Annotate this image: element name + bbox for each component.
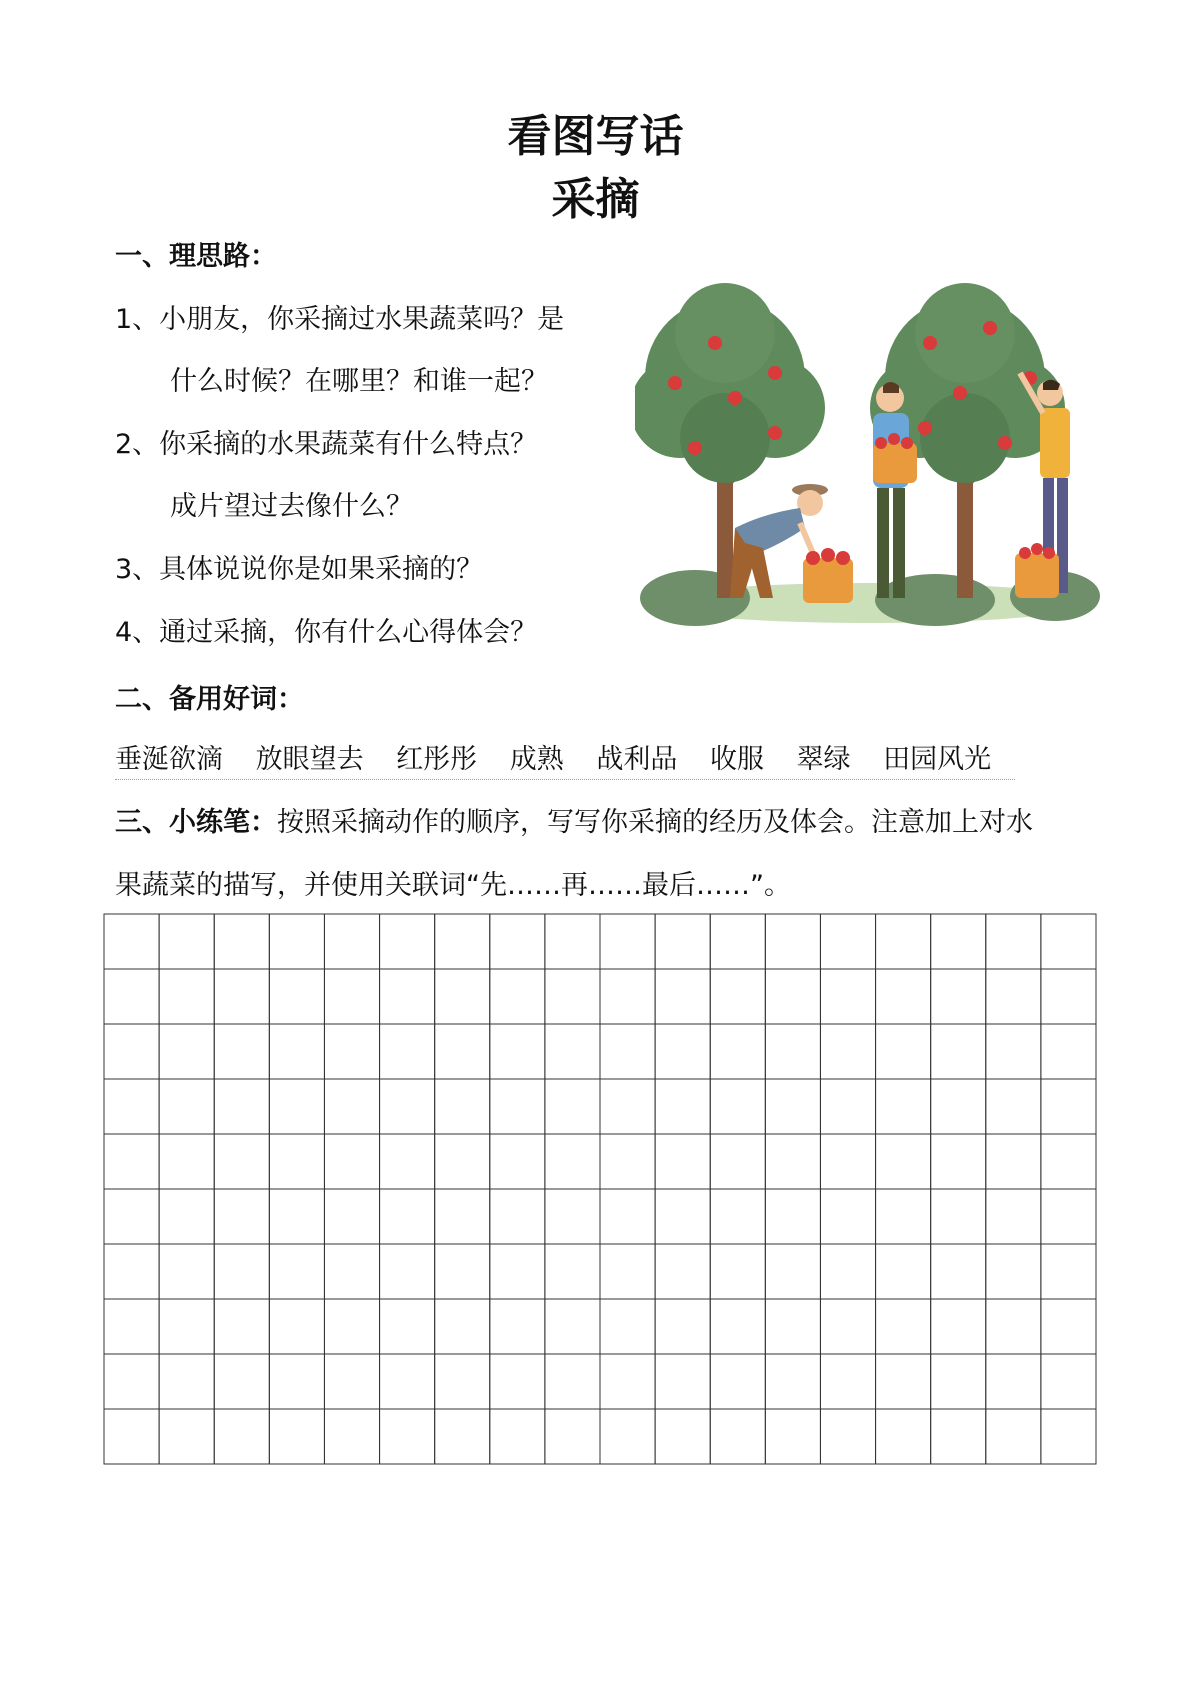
- question-1-line1: 1、小朋友，你采摘过水果蔬菜吗？是: [115, 304, 565, 335]
- grid-cell[interactable]: [655, 1024, 710, 1079]
- grid-cell[interactable]: [380, 1134, 435, 1189]
- grid-cell[interactable]: [600, 1299, 655, 1354]
- grid-cell[interactable]: [600, 1189, 655, 1244]
- grid-cell[interactable]: [435, 1354, 490, 1409]
- grid-cell[interactable]: [765, 1409, 820, 1464]
- grid-cell[interactable]: [159, 914, 214, 969]
- grid-cell[interactable]: [765, 1189, 820, 1244]
- grid-cell[interactable]: [710, 1134, 765, 1189]
- grid-cell[interactable]: [159, 1024, 214, 1079]
- grid-cell[interactable]: [490, 1409, 545, 1464]
- basket-1: [803, 548, 853, 603]
- grid-cell[interactable]: [1041, 969, 1096, 1024]
- grid-cell[interactable]: [1041, 1354, 1096, 1409]
- grid-cell[interactable]: [1041, 1134, 1096, 1189]
- grid-cell[interactable]: [214, 1299, 269, 1354]
- grid-cell[interactable]: [876, 1189, 931, 1244]
- section1-heading: 一、理思路：: [115, 241, 277, 272]
- grid-cell[interactable]: [159, 1134, 214, 1189]
- worksheet-subtitle: 采摘: [551, 174, 640, 225]
- grid-cell[interactable]: [324, 1354, 379, 1409]
- grid-cell[interactable]: [710, 914, 765, 969]
- grid-cell[interactable]: [765, 1079, 820, 1134]
- grid-cell[interactable]: [380, 1354, 435, 1409]
- grid-cell[interactable]: [1041, 1409, 1096, 1464]
- grid-cell[interactable]: [765, 1134, 820, 1189]
- grid-cell[interactable]: [104, 1134, 159, 1189]
- grid-cell[interactable]: [820, 1244, 875, 1299]
- grid-cell[interactable]: [765, 914, 820, 969]
- grid-cell[interactable]: [435, 1079, 490, 1134]
- grid-cell[interactable]: [490, 969, 545, 1024]
- grid-cell[interactable]: [324, 1189, 379, 1244]
- grid-cell[interactable]: [490, 1244, 545, 1299]
- grid-cell[interactable]: [269, 1134, 324, 1189]
- grid-cell[interactable]: [765, 1354, 820, 1409]
- grid-cell[interactable]: [214, 1134, 269, 1189]
- grid-cell[interactable]: [1041, 1244, 1096, 1299]
- grid-cell[interactable]: [765, 1244, 820, 1299]
- writing-grid[interactable]: [103, 913, 1097, 1465]
- grid-cell[interactable]: [490, 1189, 545, 1244]
- grid-cell[interactable]: [765, 1299, 820, 1354]
- left-tree-canopy: [635, 283, 825, 483]
- section2-heading: 二、备用好词：: [115, 684, 304, 715]
- grid-cell[interactable]: [159, 1409, 214, 1464]
- word-bank: [115, 746, 1015, 780]
- grid-cell[interactable]: [214, 1189, 269, 1244]
- grid-cell[interactable]: [655, 1409, 710, 1464]
- grid-cell[interactable]: [435, 1134, 490, 1189]
- grid-cell[interactable]: [876, 1299, 931, 1354]
- grid-cell[interactable]: [380, 1299, 435, 1354]
- grid-cell[interactable]: [104, 1189, 159, 1244]
- word-4: 成熟: [509, 744, 564, 775]
- grid-cell[interactable]: [655, 1079, 710, 1134]
- grid-cell[interactable]: [435, 1189, 490, 1244]
- grid-cell[interactable]: [104, 1409, 159, 1464]
- basket-3: [1015, 543, 1059, 598]
- grid-cell[interactable]: [380, 1409, 435, 1464]
- grid-cell[interactable]: [104, 1024, 159, 1079]
- grid-cell[interactable]: [214, 914, 269, 969]
- grid-cell[interactable]: [214, 1079, 269, 1134]
- grid-cell[interactable]: [986, 1409, 1041, 1464]
- grid-cell[interactable]: [324, 1244, 379, 1299]
- grid-cell[interactable]: [931, 1244, 986, 1299]
- question-4: 4、通过采摘，你有什么心得体会？: [115, 617, 538, 648]
- grid-cell[interactable]: [269, 1189, 324, 1244]
- grid-cell[interactable]: [1041, 1079, 1096, 1134]
- grid-cell[interactable]: [1041, 1299, 1096, 1354]
- grid-cell[interactable]: [435, 914, 490, 969]
- grid-cell[interactable]: [545, 1189, 600, 1244]
- grid-cell[interactable]: [655, 1354, 710, 1409]
- grid-cell[interactable]: [710, 1244, 765, 1299]
- grid-cell[interactable]: [655, 1189, 710, 1244]
- question-1-line2: 什么时候？在哪里？和谁一起？: [170, 366, 548, 397]
- word-5: 战利品: [596, 744, 678, 775]
- grid-cell[interactable]: [710, 1354, 765, 1409]
- grid-cell[interactable]: [214, 1354, 269, 1409]
- grid-cell[interactable]: [380, 1244, 435, 1299]
- section3-text-2: 果蔬菜的描写，并使用关联词“先……再……最后……”。: [115, 870, 791, 901]
- grid-cell[interactable]: [269, 914, 324, 969]
- grid-cell[interactable]: [931, 1079, 986, 1134]
- grid-cell[interactable]: [710, 1024, 765, 1079]
- grid-cell[interactable]: [600, 1024, 655, 1079]
- grid-cell[interactable]: [600, 1134, 655, 1189]
- grid-cell[interactable]: [490, 1079, 545, 1134]
- grid-cell[interactable]: [986, 1134, 1041, 1189]
- grid-cell[interactable]: [820, 1024, 875, 1079]
- section3-line1: [115, 809, 1033, 836]
- grid-cell[interactable]: [545, 914, 600, 969]
- word-8: 田园风光: [883, 744, 992, 775]
- grid-cell[interactable]: [269, 1079, 324, 1134]
- worksheet-title: 看图写话: [507, 111, 684, 162]
- grid-cell[interactable]: [104, 914, 159, 969]
- grid-cell[interactable]: [655, 1244, 710, 1299]
- apple-picking-illustration: [635, 258, 1105, 658]
- grid-cell[interactable]: [104, 1299, 159, 1354]
- grid-cell[interactable]: [820, 969, 875, 1024]
- grid-cell[interactable]: [655, 1299, 710, 1354]
- question-2-line1: 2、你采摘的水果蔬菜有什么特点？: [115, 429, 538, 460]
- grid-cell[interactable]: [214, 1244, 269, 1299]
- grid-cell[interactable]: [710, 969, 765, 1024]
- grid-cell[interactable]: [545, 1244, 600, 1299]
- grid-cell[interactable]: [159, 1244, 214, 1299]
- grid-cell[interactable]: [931, 1134, 986, 1189]
- grid-cell[interactable]: [545, 1024, 600, 1079]
- grid-cell[interactable]: [324, 1409, 379, 1464]
- grid-cell[interactable]: [931, 1409, 986, 1464]
- grid-cell[interactable]: [986, 1299, 1041, 1354]
- grid-cell[interactable]: [545, 969, 600, 1024]
- grid-cell[interactable]: [104, 1079, 159, 1134]
- grid-cell[interactable]: [324, 969, 379, 1024]
- grid-cell[interactable]: [876, 1024, 931, 1079]
- grid-cell[interactable]: [269, 1354, 324, 1409]
- grid-cell[interactable]: [269, 969, 324, 1024]
- grid-cell[interactable]: [380, 1189, 435, 1244]
- grid-cell[interactable]: [820, 1079, 875, 1134]
- grid-cell[interactable]: [104, 1354, 159, 1409]
- grid-cell[interactable]: [655, 969, 710, 1024]
- grid-cell[interactable]: [600, 1244, 655, 1299]
- grid-cell[interactable]: [931, 914, 986, 969]
- grid-cell[interactable]: [435, 1244, 490, 1299]
- grid-cell[interactable]: [545, 1299, 600, 1354]
- grid-cell[interactable]: [545, 1409, 600, 1464]
- grid-cell[interactable]: [600, 1354, 655, 1409]
- grid-cell[interactable]: [876, 914, 931, 969]
- grid-cell[interactable]: [380, 1079, 435, 1134]
- grid-cell[interactable]: [931, 969, 986, 1024]
- grid-cell[interactable]: [820, 914, 875, 969]
- grid-cell[interactable]: [820, 1409, 875, 1464]
- grid-cell[interactable]: [324, 1299, 379, 1354]
- grid-cell[interactable]: [490, 1134, 545, 1189]
- grid-cell[interactable]: [600, 1079, 655, 1134]
- grid-cell[interactable]: [269, 1409, 324, 1464]
- grid-cell[interactable]: [269, 1244, 324, 1299]
- grid-cell[interactable]: [324, 1134, 379, 1189]
- grid-cell[interactable]: [214, 1024, 269, 1079]
- grid-cell[interactable]: [104, 1244, 159, 1299]
- grid-cell[interactable]: [1041, 1024, 1096, 1079]
- word-1: 垂涎欲滴: [115, 744, 223, 775]
- grid-cell[interactable]: [490, 1299, 545, 1354]
- grid-cell[interactable]: [159, 1354, 214, 1409]
- word-7: 翠绿: [796, 744, 851, 775]
- word-6: 收服: [709, 744, 764, 775]
- grid-cell[interactable]: [986, 1024, 1041, 1079]
- grid-cell[interactable]: [820, 1299, 875, 1354]
- grid-cell[interactable]: [545, 1079, 600, 1134]
- question-3: 3、具体说说你是如果采摘的？: [115, 554, 484, 585]
- grid-cell[interactable]: [876, 1244, 931, 1299]
- grid-cell[interactable]: [986, 969, 1041, 1024]
- grid-cell[interactable]: [435, 969, 490, 1024]
- grid-cell[interactable]: [876, 1354, 931, 1409]
- grid-cell[interactable]: [710, 1189, 765, 1244]
- grid-cell[interactable]: [159, 1299, 214, 1354]
- grid-cell[interactable]: [490, 1024, 545, 1079]
- grid-cell[interactable]: [931, 1189, 986, 1244]
- grid-cell[interactable]: [600, 914, 655, 969]
- grid-cell[interactable]: [876, 1079, 931, 1134]
- grid-cell[interactable]: [490, 914, 545, 969]
- grid-cell[interactable]: [710, 1299, 765, 1354]
- grid-cell[interactable]: [986, 1189, 1041, 1244]
- section3-heading: 三、小练笔：: [115, 807, 277, 838]
- grid-cell[interactable]: [986, 1244, 1041, 1299]
- grid-cell[interactable]: [600, 1409, 655, 1464]
- word-2: 放眼望去: [255, 744, 364, 775]
- grid-cell[interactable]: [380, 969, 435, 1024]
- grid-cell[interactable]: [269, 1299, 324, 1354]
- grid-cell[interactable]: [545, 1134, 600, 1189]
- grid-cell[interactable]: [931, 1299, 986, 1354]
- grid-cell[interactable]: [986, 914, 1041, 969]
- grid-cell[interactable]: [765, 969, 820, 1024]
- grid-cell[interactable]: [380, 1024, 435, 1079]
- word-3: 红彤彤: [396, 744, 478, 775]
- grid-cell[interactable]: [820, 1189, 875, 1244]
- grid-cell[interactable]: [159, 1079, 214, 1134]
- grid-cell[interactable]: [876, 1134, 931, 1189]
- grid-cell[interactable]: [655, 914, 710, 969]
- grid-cell[interactable]: [600, 969, 655, 1024]
- grid-cell[interactable]: [269, 1024, 324, 1079]
- grid-cell[interactable]: [435, 1299, 490, 1354]
- grid-cell[interactable]: [710, 1409, 765, 1464]
- grid-cell[interactable]: [545, 1354, 600, 1409]
- grid-cell[interactable]: [1041, 1189, 1096, 1244]
- grid-cell[interactable]: [324, 914, 379, 969]
- grid-cell[interactable]: [710, 1079, 765, 1134]
- section3-text-1: 按照采摘动作的顺序，写写你采摘的经历及体会。注意加上对水: [277, 807, 1033, 838]
- grid-cell[interactable]: [876, 1409, 931, 1464]
- grid-cell[interactable]: [490, 1354, 545, 1409]
- grid-cell[interactable]: [435, 1409, 490, 1464]
- grid-cell[interactable]: [159, 969, 214, 1024]
- grid-cell[interactable]: [435, 1024, 490, 1079]
- grid-cell[interactable]: [214, 1409, 269, 1464]
- grid-cell[interactable]: [931, 1354, 986, 1409]
- grid-cell[interactable]: [380, 914, 435, 969]
- grid-cell[interactable]: [655, 1134, 710, 1189]
- grid-cell[interactable]: [986, 1354, 1041, 1409]
- grid-cell[interactable]: [214, 969, 269, 1024]
- grid-cell[interactable]: [986, 1079, 1041, 1134]
- grid-cell[interactable]: [1041, 914, 1096, 969]
- grid-cell[interactable]: [931, 1024, 986, 1079]
- grid-cell[interactable]: [820, 1354, 875, 1409]
- grid-cell[interactable]: [324, 1024, 379, 1079]
- grid-cell[interactable]: [876, 969, 931, 1024]
- question-2-line2: 成片望过去像什么？: [170, 491, 413, 522]
- grid-cell[interactable]: [765, 1024, 820, 1079]
- grid-cell[interactable]: [820, 1134, 875, 1189]
- grid-cell[interactable]: [159, 1189, 214, 1244]
- grid-cell[interactable]: [104, 969, 159, 1024]
- grid-cell[interactable]: [324, 1079, 379, 1134]
